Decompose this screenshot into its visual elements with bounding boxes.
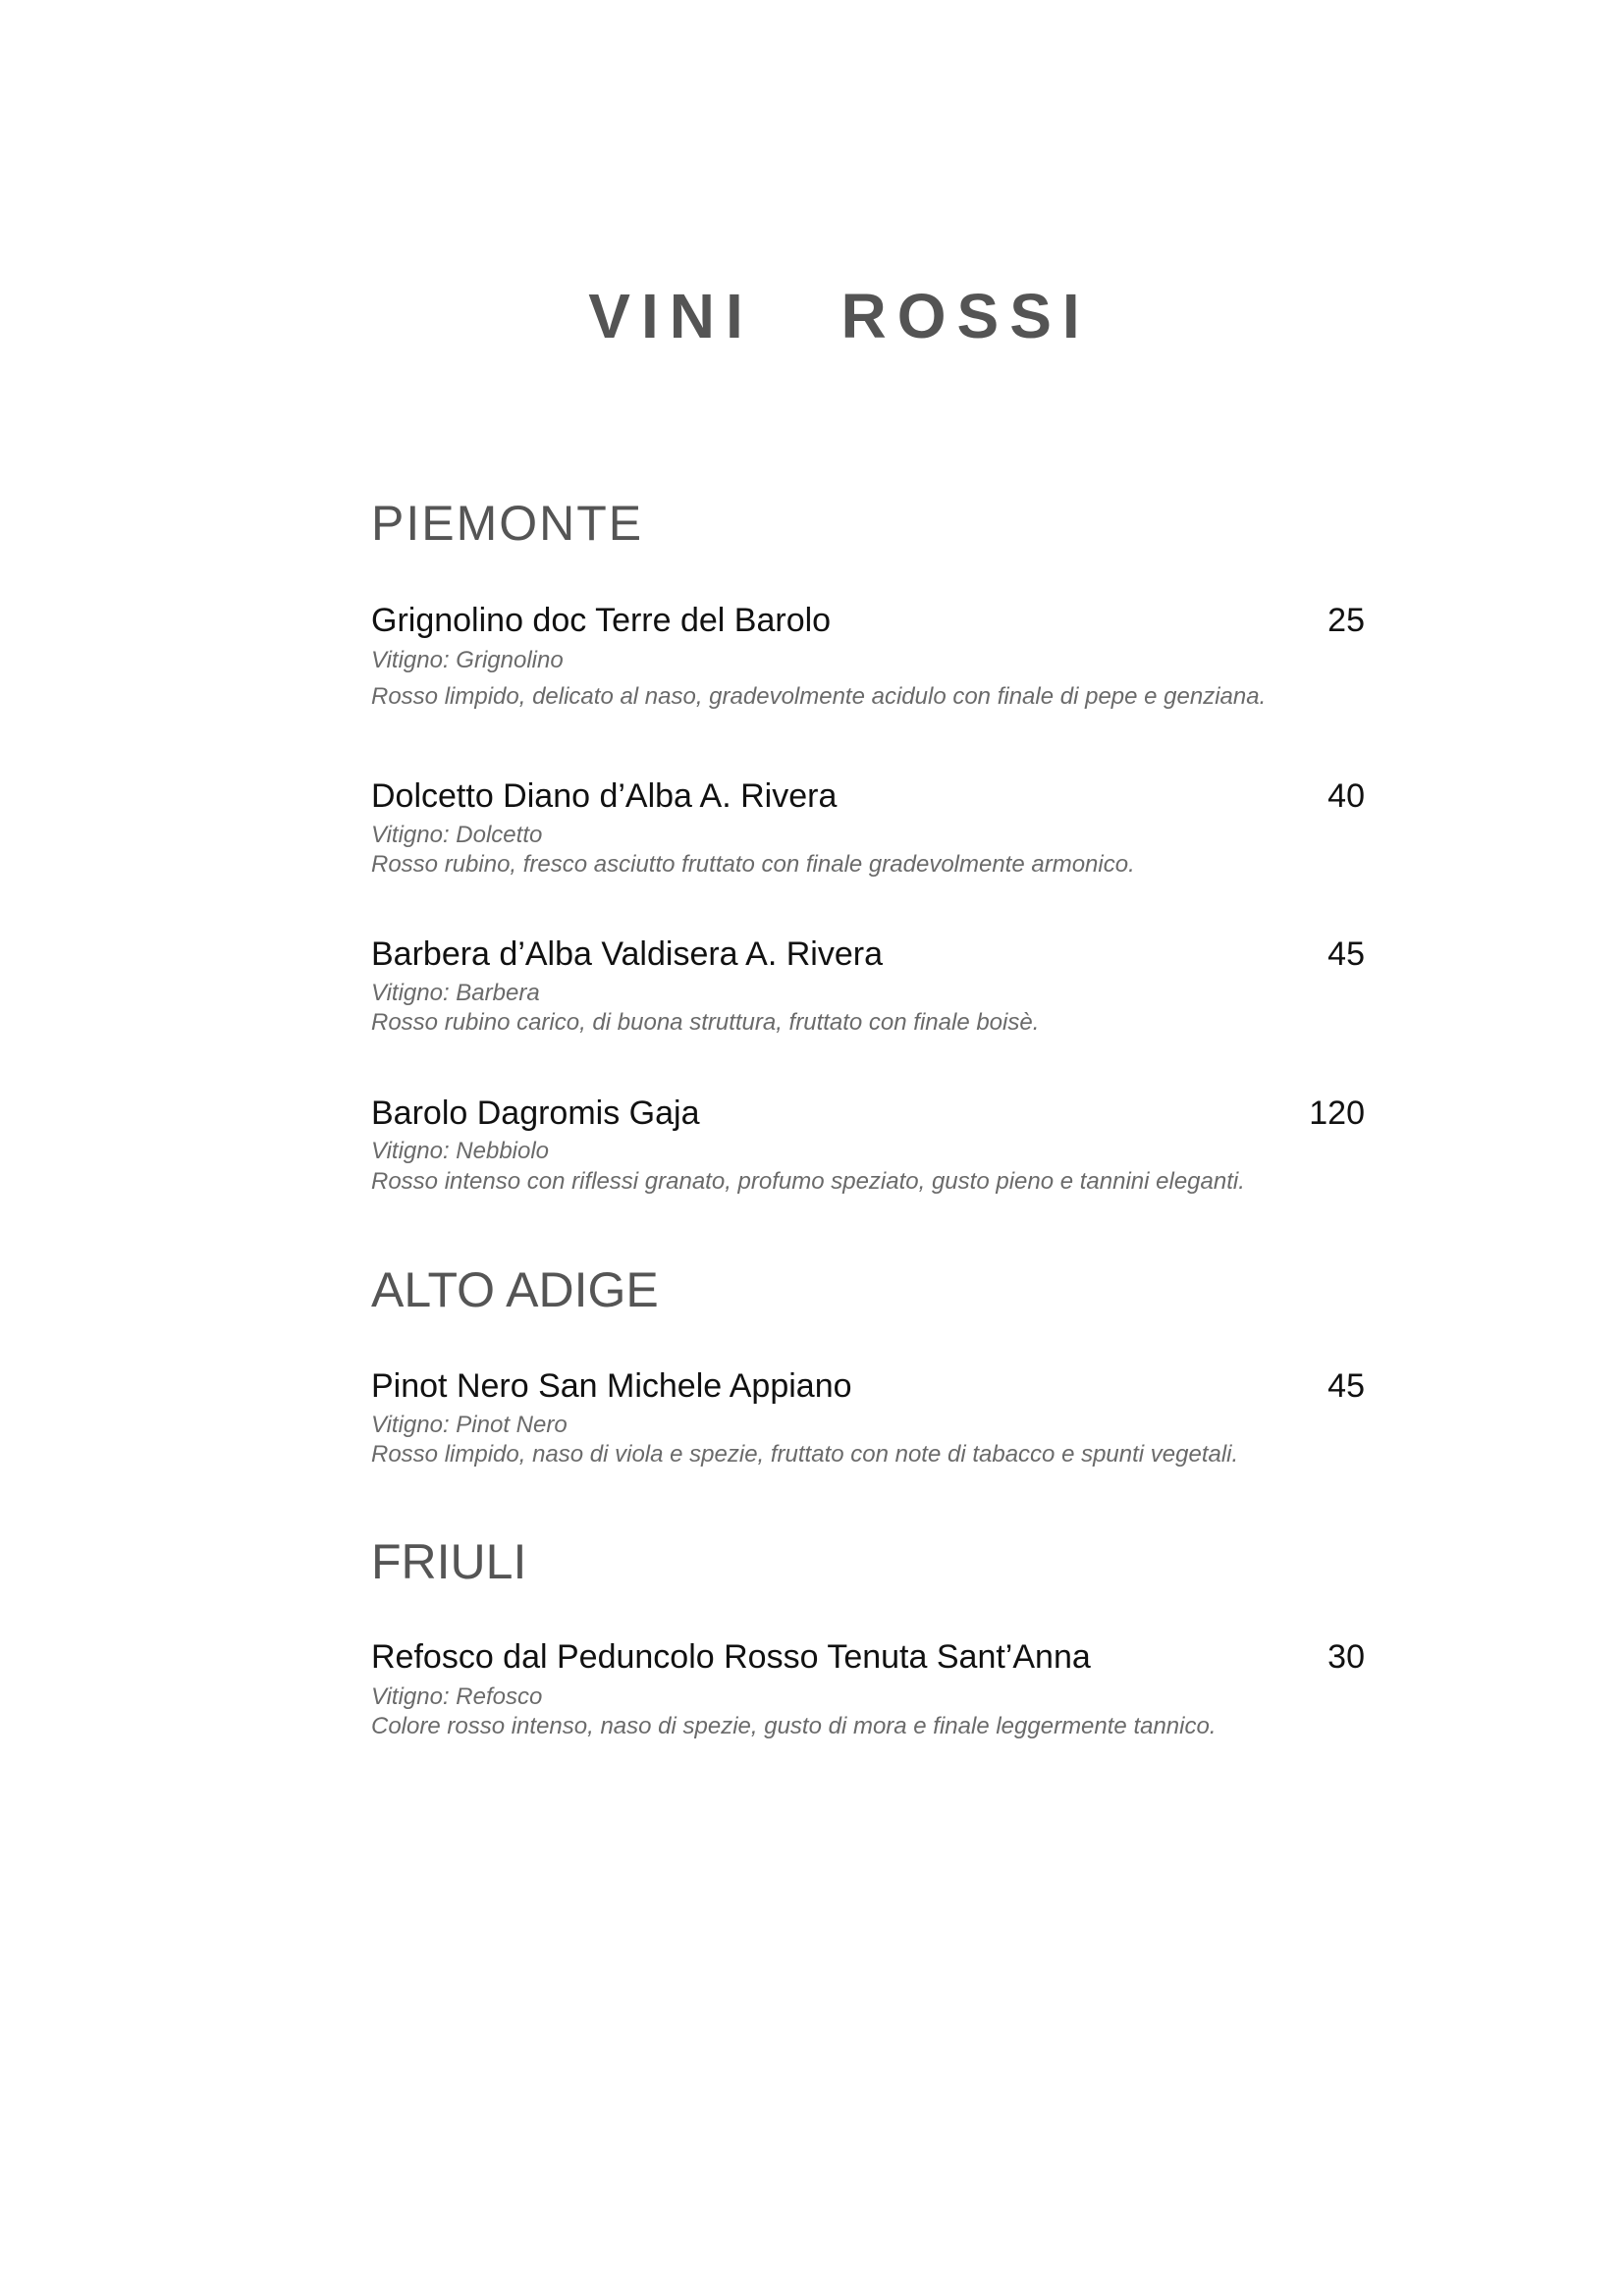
wine-name: Pinot Nero San Michele Appiano bbox=[371, 1367, 852, 1405]
wine-grape: Vitigno: Dolcetto bbox=[371, 822, 543, 848]
wine-price: 40 bbox=[1327, 777, 1365, 815]
wine-name: Refosco dal Peduncolo Rosso Tenuta Sant’Anna bbox=[371, 1638, 1091, 1676]
wine-grape: Vitigno: Refosco bbox=[371, 1683, 543, 1710]
wine-grape: Vitigno: Nebbiolo bbox=[371, 1138, 550, 1164]
wine-description: Rosso limpido, delicato al naso, gradevolmente acidulo con finale di pepe e genziana. bbox=[371, 683, 1267, 710]
wine-grape: Vitigno: Barbera bbox=[371, 980, 540, 1006]
wine-description: Colore rosso intenso, naso di spezie, gusto di mora e finale leggermente tannico. bbox=[371, 1713, 1217, 1739]
wine-name: Dolcetto Diano d’Alba A. Rivera bbox=[371, 777, 838, 815]
wine-name: Barolo Dagromis Gaja bbox=[371, 1095, 700, 1132]
wine-grape: Vitigno: Pinot Nero bbox=[371, 1412, 568, 1438]
wine-price: 120 bbox=[1309, 1095, 1365, 1132]
wine-grape: Vitigno: Grignolino bbox=[371, 647, 564, 673]
wine-price: 30 bbox=[1327, 1638, 1365, 1676]
wine-price: 25 bbox=[1327, 602, 1365, 639]
region-heading-friuli: FRIULI bbox=[371, 1534, 527, 1589]
wine-description: Rosso rubino carico, di buona struttura, fruttato con finale boisè. bbox=[371, 1009, 1040, 1036]
wine-price: 45 bbox=[1327, 935, 1365, 973]
page-title: VINI ROSSI bbox=[588, 281, 1091, 351]
wine-description: Rosso intenso con riflessi granato, profumo speziato, gusto pieno e tannini eleganti. bbox=[371, 1168, 1245, 1195]
region-heading-piemonte: PIEMONTE bbox=[371, 496, 644, 551]
wine-price: 45 bbox=[1327, 1367, 1365, 1405]
region-heading-alto-adige: ALTO ADIGE bbox=[371, 1262, 659, 1317]
wine-description: Rosso rubino, fresco asciutto fruttato con finale gradevolmente armonico. bbox=[371, 851, 1135, 878]
wine-name: Grignolino doc Terre del Barolo bbox=[371, 602, 832, 639]
wine-name: Barbera d’Alba Valdisera A. Rivera bbox=[371, 935, 883, 973]
wine-description: Rosso limpido, naso di viola e spezie, fruttato con note di tabacco e spunti vegetali. bbox=[371, 1441, 1239, 1468]
